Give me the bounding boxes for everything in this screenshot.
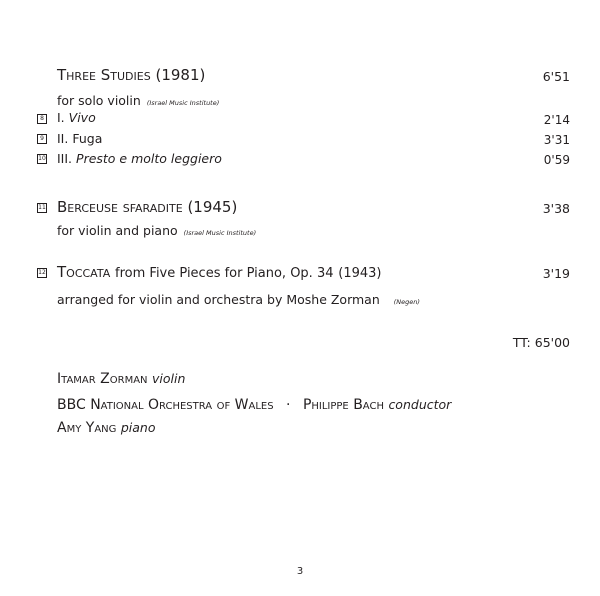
movement-duration: 0'59	[543, 153, 570, 167]
performer-role: piano	[120, 420, 156, 435]
performer-name: Amy Yang	[57, 420, 117, 436]
work-subtitle: for violin and piano	[57, 223, 178, 238]
track-number: 10	[38, 155, 46, 162]
movement-duration: 3'31	[543, 133, 570, 147]
work-subtitle-line	[57, 90, 219, 109]
movement-prefix: III.	[57, 151, 73, 166]
movement-duration: 2'14	[543, 113, 570, 127]
performer-line	[57, 371, 185, 387]
track-number: 12	[38, 269, 46, 276]
work-publisher: (Israel Music Institute)	[146, 99, 220, 107]
orchestra-name: BBC National Orchestra of Wales	[57, 397, 274, 413]
movement-name: Presto e molto leggiero	[76, 151, 222, 166]
work-year: (1981)	[155, 66, 206, 84]
track-number: 8	[37, 114, 47, 124]
work-duration: 3'38	[542, 201, 570, 216]
performer-line	[57, 420, 155, 436]
work-title: Berceuse sfaradite	[57, 198, 183, 216]
performer-role: conductor	[388, 397, 452, 412]
work-title-berceuse	[57, 198, 237, 216]
movement-name: Vivo	[68, 110, 96, 125]
work-duration: 6'51	[542, 69, 570, 84]
work-duration: 3'19	[542, 266, 570, 281]
movement-name: Fuga	[72, 131, 103, 146]
movement-title	[57, 110, 96, 125]
performer-name: Itamar Zorman	[57, 371, 148, 387]
total-time: TT: 65'00	[512, 335, 570, 350]
conductor-name: Philippe Bach	[302, 397, 384, 413]
track-number: 11	[38, 204, 46, 211]
work-subtitle: arranged for violin and orchestra by Moshe Zorman	[57, 292, 380, 307]
work-title: Three Studies	[57, 66, 151, 84]
work-publisher: (Israel Music Institute)	[183, 229, 257, 237]
work-subtitle-line	[57, 220, 256, 239]
work-subtitle-line	[57, 289, 420, 308]
work-year: (1943)	[338, 266, 382, 281]
performer-line	[57, 397, 451, 413]
work-title-toccata	[57, 263, 382, 281]
performer-role: violin	[151, 371, 186, 386]
work-subtitle: for solo violin	[57, 93, 141, 108]
movement-prefix: I.	[57, 110, 65, 125]
separator-dot: ·	[286, 397, 291, 413]
movement-prefix: II.	[57, 131, 69, 146]
work-publisher: (Negen)	[393, 298, 420, 306]
movement-title	[57, 151, 222, 166]
work-year: (1945)	[187, 198, 238, 216]
work-title-three-studies	[57, 66, 205, 84]
page-number: 3	[296, 566, 304, 577]
track-number: 9	[37, 134, 47, 144]
work-title-rest: from Five Pieces for Piano, Op. 34	[115, 266, 334, 281]
work-title: Toccata	[57, 263, 111, 281]
movement-title	[57, 131, 102, 146]
